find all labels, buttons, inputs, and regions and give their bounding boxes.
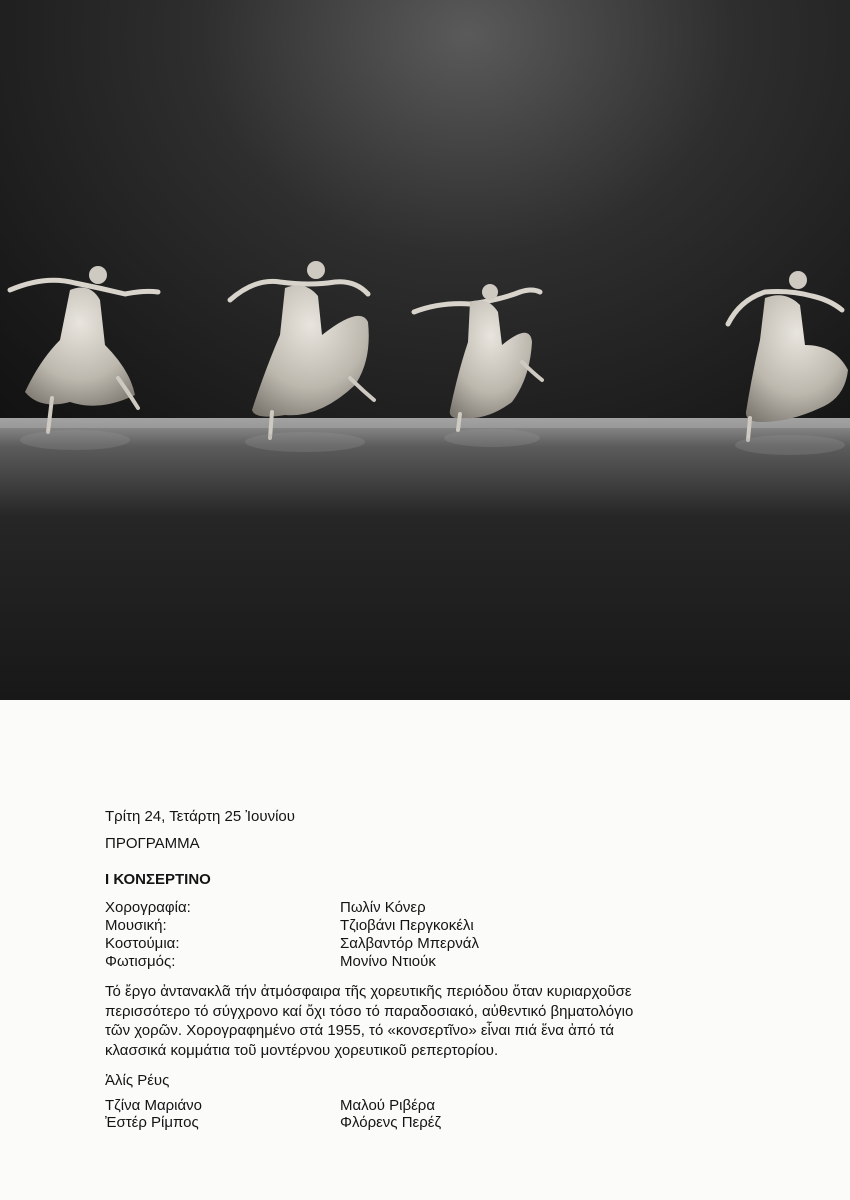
cast-member: Μαλού Ριβέρα	[340, 1097, 436, 1114]
description-line: περισσότερο τό σύγχρονο καί ὄχι τόσο τό παραδοσιακό, αὐθεντικό βηματολόγιο	[105, 1002, 634, 1020]
cast-member: Τζίνα Μαριάνο	[105, 1097, 202, 1114]
credit-name: Μονίνο Ντιούκ	[340, 953, 436, 970]
credit-name: Τζιοβάνι Περγκοκέλι	[340, 917, 474, 934]
work-description	[105, 982, 765, 1060]
section-title: I ΚΟΝΣΕΡΤΙΝΟ	[105, 871, 211, 888]
credit-role: Μουσική:	[105, 917, 167, 934]
credit-role: Κοστούμια:	[105, 935, 180, 952]
cast-lead: Ἀλίς Ρέυς	[105, 1072, 170, 1089]
performance-dates: Τρίτη 24, Τετάρτη 25 Ἰουνίου	[105, 808, 295, 825]
cast-member: Φλόρενς Περέζ	[340, 1114, 442, 1131]
description-line: τῶν χορῶν. Χορογραφημένο στά 1955, τό «κονσερτῖνο» εἶναι πιά ἕνα ἀπό τά	[105, 1022, 615, 1039]
description-line: κλασσικά κομμάτια τοῦ μοντέρνου χορευτικοῦ ρεπερτορίου.	[105, 1041, 499, 1059]
credit-role: Φωτισμός:	[105, 953, 176, 970]
programme-label: ΠΡΟΓΡΑΜΜΑ	[105, 835, 200, 852]
credit-role: Χορογραφία:	[105, 899, 191, 916]
cast-member: Ἐστέρ Ρίμπος	[105, 1114, 199, 1131]
credit-name: Σαλβαντόρ Μπερνάλ	[340, 935, 479, 952]
description-line: Τό ἔργο ἀντανακλᾶ τήν ἀτμόσφαιρα τῆς χορευτικῆς περιόδου ὅταν κυριαρχοῦσε	[105, 983, 632, 1000]
credit-name: Πωλίν Κόνερ	[340, 899, 426, 916]
